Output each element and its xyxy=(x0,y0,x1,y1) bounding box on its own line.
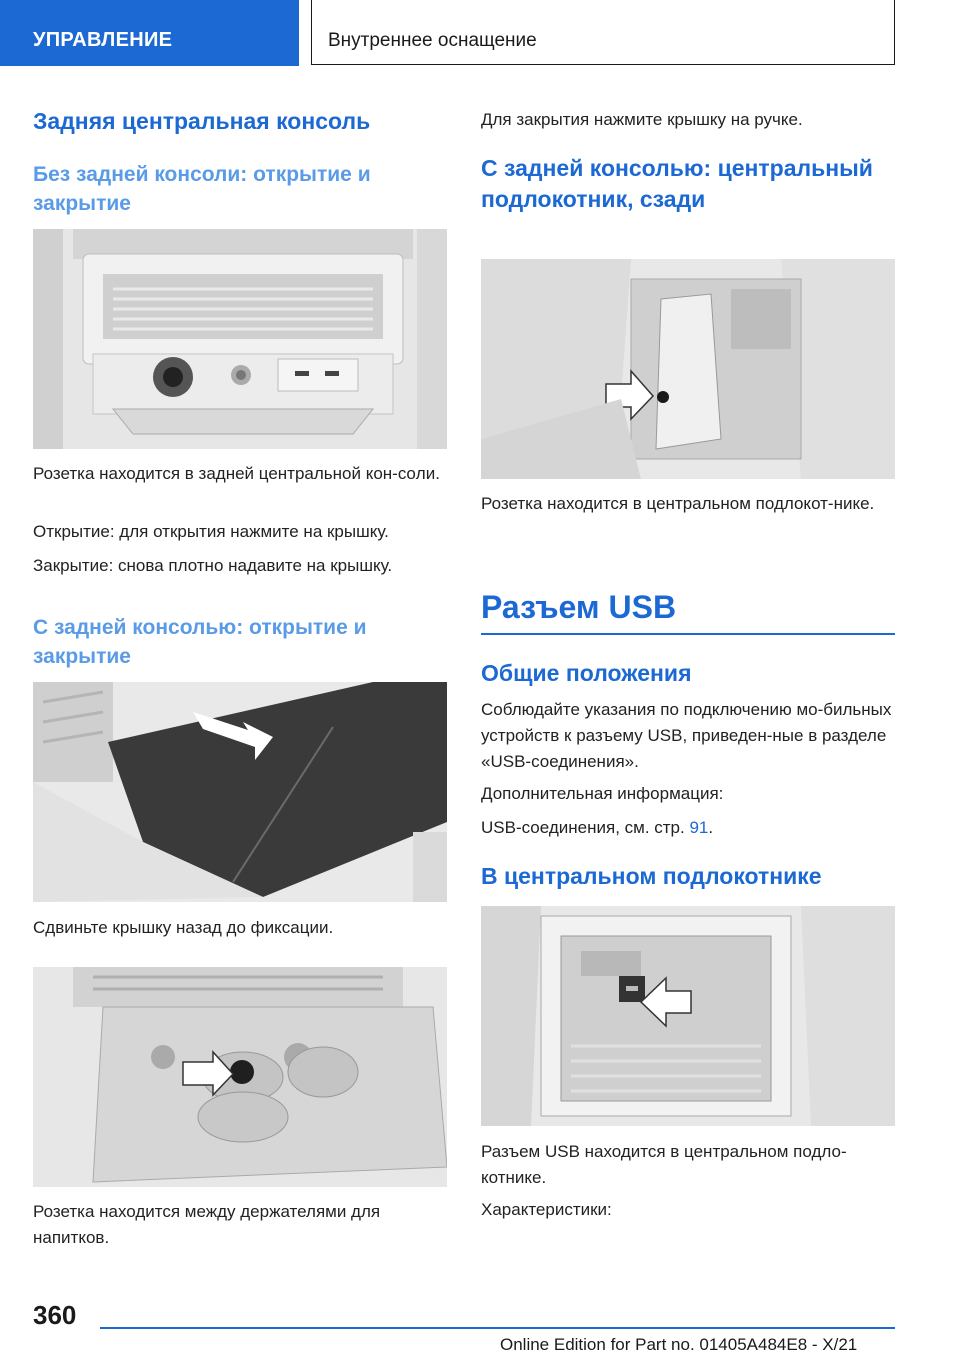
photo-slide-cover xyxy=(33,682,447,902)
section-rule xyxy=(481,633,895,635)
paragraph-specs: Характеристики: xyxy=(481,1200,612,1219)
paragraph-socket-location: Розетка находится в задней центральной кон-сoли. xyxy=(33,464,440,483)
edition-info: Online Edition for Part no. 01405A484E8 - X/21 xyxy=(500,1335,858,1354)
page-title: Задняя центральная консоль xyxy=(33,108,371,134)
paragraph-cupholders: Розетка находится между держателями для напитков. xyxy=(33,1202,381,1247)
photo-cupholders-socket xyxy=(33,967,447,1187)
reference-end: . xyxy=(708,818,714,837)
paragraph-armrest-socket: Розетка находится в центральном подлокот-нике. xyxy=(481,494,875,513)
subheading-center-armrest: В центральном подлокотнике xyxy=(481,863,822,889)
subheading-with-console: С задней консолью: открытие и закрытие xyxy=(33,616,367,668)
paragraph-open: Открытие: для открытия нажмите на крышку. xyxy=(33,522,389,541)
photo-usb-armrest xyxy=(481,906,895,1126)
footer-rule xyxy=(100,1327,895,1329)
photo-rear-console-socket xyxy=(33,229,447,449)
page-link-91[interactable]: 91 xyxy=(689,818,709,837)
section-label: УПРАВЛЕНИЕ xyxy=(33,29,173,51)
chapter-label: Внутреннее оснащение xyxy=(328,30,537,51)
paragraph-close-handle: Для закрытия нажмите крышку на ручке. xyxy=(481,110,803,129)
section-title-usb: Разъем USB xyxy=(481,589,677,625)
chapter-header xyxy=(311,0,895,65)
paragraph-close: Закрытие: снова плотно надавите на крышку. xyxy=(33,556,393,575)
paragraph-usb-reference xyxy=(481,815,895,841)
subheading-armrest-rear: С задней консолью: центральный подлокотник, сзади xyxy=(481,155,873,212)
paragraph-usb-location: Разъем USB находится в центральном подло-котнике. xyxy=(481,1142,847,1187)
reference-text: USB-соединения, см. стр. xyxy=(481,818,685,837)
subheading-no-console: Без задней консоли: открытие и закрытие xyxy=(33,163,371,215)
photo-armrest-socket xyxy=(481,259,895,479)
section-tab[interactable] xyxy=(0,0,299,66)
paragraph-usb-instructions: Соблюдайте указания по подключению мо-бильных устройств к разъему USB, приведен-ные в разделе «USB-соединения». xyxy=(481,700,892,771)
subheading-general: Общие положения xyxy=(481,660,692,686)
page-number: 360 xyxy=(33,1300,77,1330)
paragraph-slide: Сдвиньте крышку назад до фиксации. xyxy=(33,918,334,937)
paragraph-more-info: Дополнительная информация: xyxy=(481,784,724,803)
